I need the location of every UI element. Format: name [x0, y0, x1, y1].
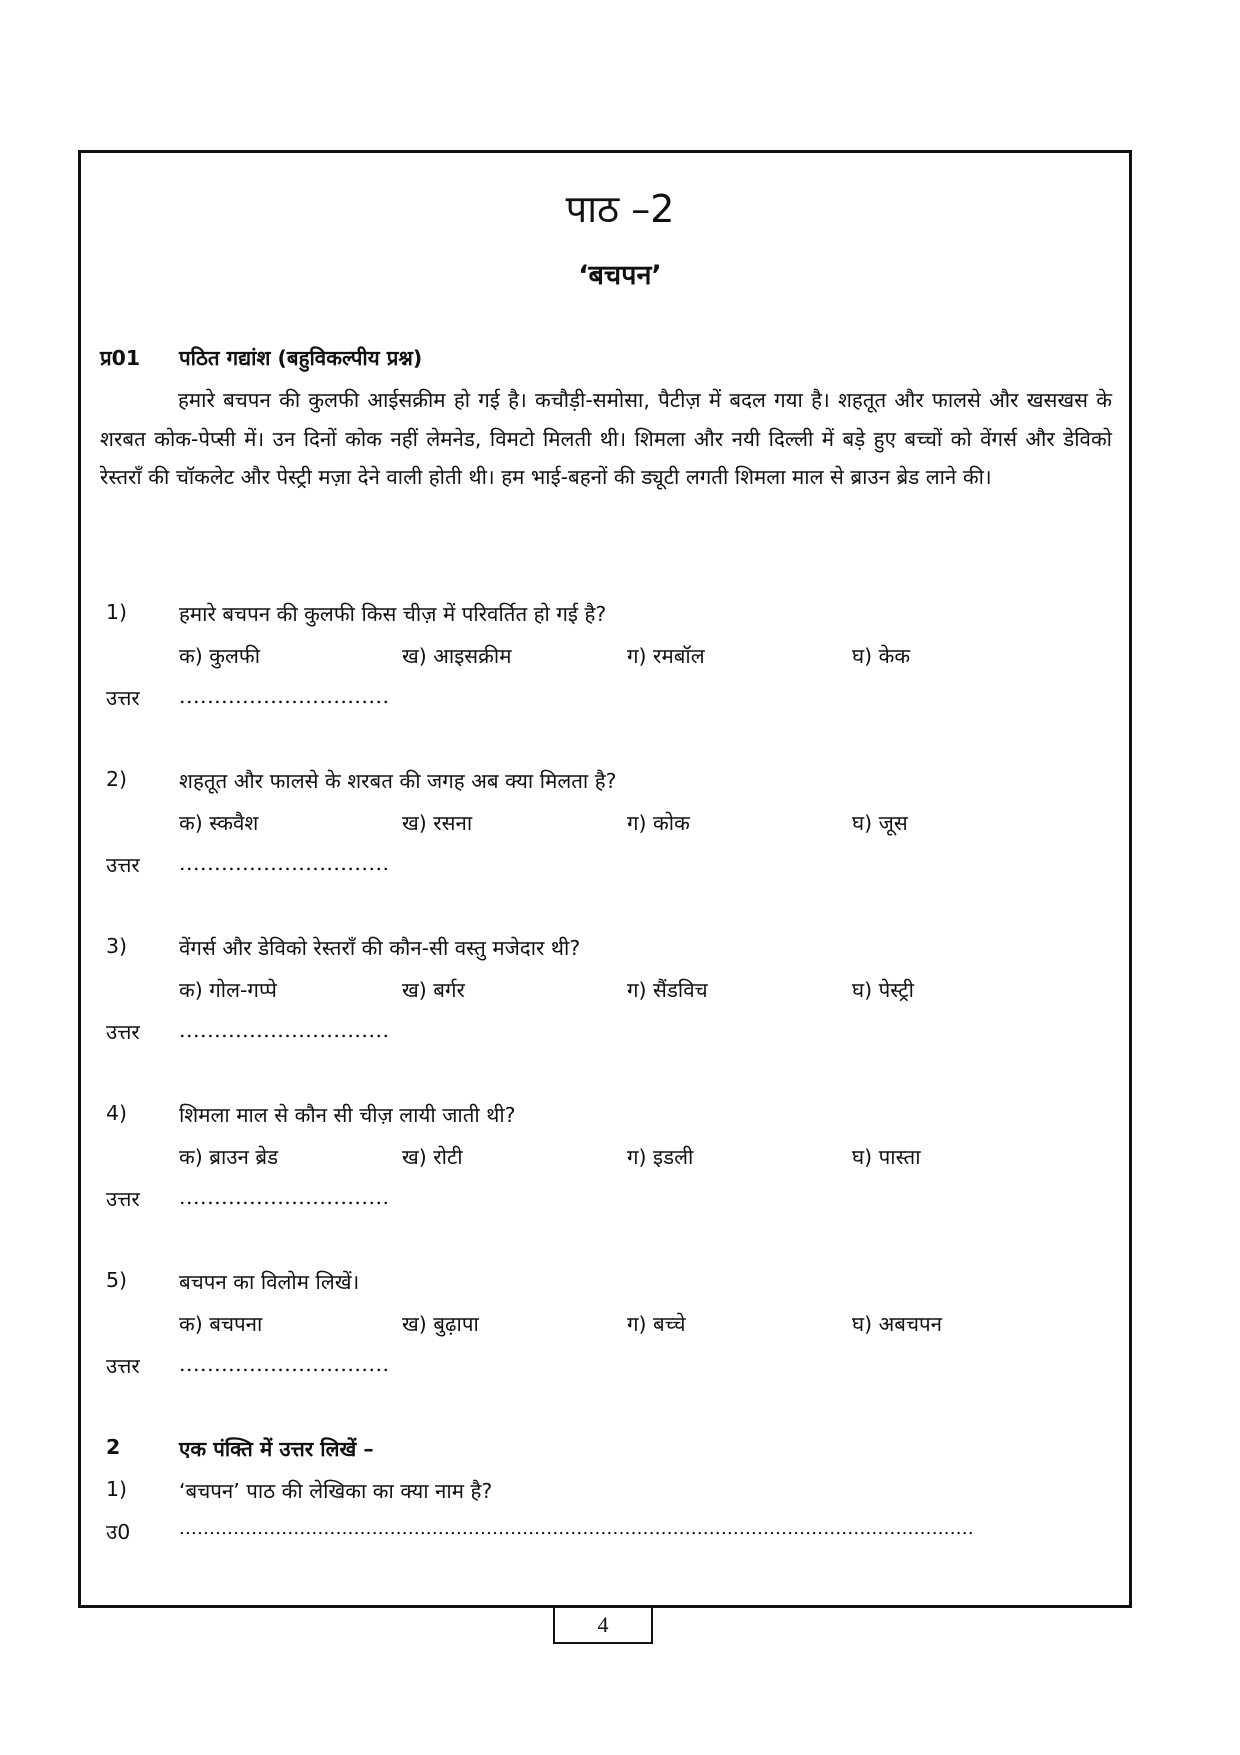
lesson-subtitle: ‘बचपन’	[578, 260, 662, 291]
option-a: क) स्कवैश	[179, 811, 259, 835]
mcq-question-5	[100, 1268, 1112, 1398]
question-number: 1)	[106, 600, 128, 624]
answer-blank: ..............................	[179, 851, 390, 875]
section2-question-number: 1)	[106, 1477, 128, 1501]
answer-blank: ..............................	[179, 684, 390, 708]
option-c: ग) कोक	[627, 811, 690, 835]
option-a: क) गोल-गप्पे	[179, 978, 277, 1002]
section1-heading: पठित गद्यांश (बहुविकल्पीय प्रश्न)	[179, 346, 423, 370]
option-c: ग) इडली	[627, 1145, 694, 1169]
section2-answer-label: उ0	[106, 1520, 131, 1544]
passage-text: हमारे बचपन की कुलफी आईसक्रीम हो गई है। कचौड़ी-समोसा, पैटीज़ में बदल गया है। शहतूत और फालसे और खसखस के शरबत कोक-पेप्सी में। उन दिनों कोक नहीं लेमनेड, विमटो मिलती थी। शिमला और नयी दिल्ली में बड़े हुए बच्चों को वेंगर्स और डेविको रेस्तराँ की चॉकलेट और पेस्ट्री मज़ा देने वाली होती थी। हम भाई-बहनों की ड्यूटी लगती शिमला माल से ब्राउन ब्रेड लाने की।	[100, 388, 1112, 489]
option-c: ग) बच्चे	[627, 1312, 686, 1336]
answer-blank: ..............................	[179, 1185, 390, 1209]
answer-label: उत्तर	[106, 686, 140, 710]
mcq-question-4	[100, 1101, 1112, 1231]
mcq-question-3	[100, 934, 1112, 1064]
section2-answer-blank: ....................................................................................................................................	[179, 1518, 974, 1539]
option-d: घ) केक	[852, 644, 911, 668]
answer-label: उत्तर	[106, 1354, 140, 1378]
question-number: 4)	[106, 1101, 128, 1125]
page-number: 4	[553, 1608, 653, 1644]
section2-number: 2	[106, 1435, 121, 1459]
section2-question-text: ‘बचपन’ पाठ की लेखिका का क्या नाम है?	[179, 1479, 493, 1503]
section2-heading: एक पंक्ति में उत्तर लिखें –	[179, 1437, 374, 1461]
answer-label: उत्तर	[106, 853, 140, 877]
option-a: क) ब्राउन ब्रेड	[179, 1145, 279, 1169]
mcq-question-1	[100, 600, 1112, 730]
option-b: ख) आइसक्रीम	[402, 644, 512, 668]
answer-label: उत्तर	[106, 1187, 140, 1211]
question-text: हमारे बचपन की कुलफी किस चीज़ में परिवर्तित हो गई है?	[179, 602, 607, 626]
option-b: ख) बर्गर	[402, 978, 465, 1002]
question-number: 5)	[106, 1268, 128, 1292]
option-c: ग) सैंडविच	[627, 978, 708, 1002]
option-c: ग) रमबॉल	[627, 644, 705, 668]
question-text: शहतूत और फालसे के शरबत की जगह अब क्या मिलता है?	[179, 769, 617, 793]
option-b: ख) रोटी	[402, 1145, 463, 1169]
mcq-question-2	[100, 767, 1112, 897]
option-a: क) बचपना	[179, 1312, 263, 1336]
answer-label: उत्तर	[106, 1020, 140, 1044]
question-number: 2)	[106, 767, 128, 791]
question-text: वेंगर्स और डेविको रेस्तराँ की कौन-सी वस्तु मजेदार थी?	[179, 936, 581, 960]
answer-blank: ..............................	[179, 1018, 390, 1042]
option-b: ख) बुढ़ापा	[402, 1312, 479, 1336]
lesson-title: पाठ –2	[565, 187, 675, 231]
option-b: ख) रसना	[402, 811, 473, 835]
option-d: घ) पास्ता	[852, 1145, 921, 1169]
option-d: घ) पेस्ट्री	[852, 978, 914, 1002]
question-number: 3)	[106, 934, 128, 958]
option-a: क) कुलफी	[179, 644, 261, 668]
section1-number: प्र01	[100, 346, 141, 370]
passage	[100, 381, 1112, 497]
option-d: घ) अबचपन	[852, 1312, 943, 1336]
question-text: शिमला माल से कौन सी चीज़ लायी जाती थी?	[179, 1103, 516, 1127]
answer-blank: ..............................	[179, 1352, 390, 1376]
option-d: घ) जूस	[852, 811, 908, 835]
question-text: बचपन का विलोम लिखें।	[179, 1270, 360, 1294]
